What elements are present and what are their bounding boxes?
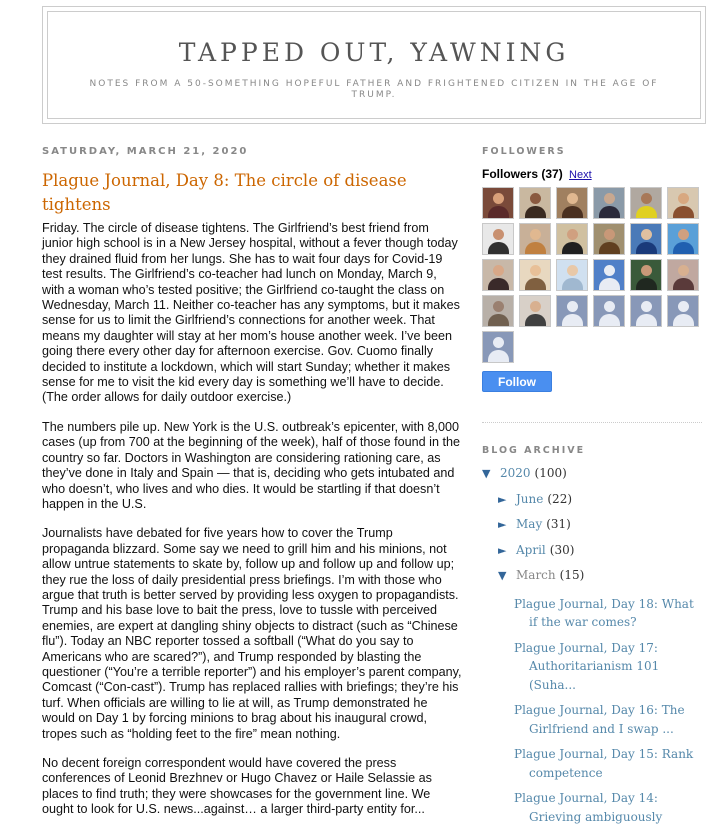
follower-avatar[interactable]: [556, 187, 588, 219]
archive-post-link[interactable]: Plague Journal, Day 18: What if the war comes?: [514, 596, 694, 629]
follower-avatar[interactable]: [519, 295, 551, 327]
post-title[interactable]: Plague Journal, Day 8: The circle of disease tightens: [42, 171, 407, 214]
archive-month-count: (22): [547, 491, 573, 506]
avatar-body-icon: [673, 206, 694, 219]
archive-month-count: (31): [546, 517, 571, 531]
follower-avatar[interactable]: [593, 187, 625, 219]
follower-avatar[interactable]: [667, 223, 699, 255]
archive-year-2020: [482, 466, 704, 492]
expand-triangle-icon[interactable]: ►: [498, 518, 507, 531]
avatar-body-icon: [488, 206, 509, 219]
follower-avatar[interactable]: [519, 223, 551, 255]
avatar-head-icon: [678, 265, 689, 276]
avatar-body-icon: [636, 242, 657, 255]
avatar-head-icon: [493, 193, 504, 204]
avatar-head-icon: [604, 193, 615, 204]
archive-months: [498, 492, 704, 594]
followers-label: Followers (37): [482, 167, 563, 181]
archive-post-link[interactable]: Plague Journal, Day 14: Grieving ambiguously: [514, 791, 663, 824]
collapse-triangle-icon[interactable]: ▼: [482, 467, 491, 480]
avatar-body-icon: [673, 314, 694, 327]
archive-month-link[interactable]: June: [516, 491, 544, 506]
follower-avatar[interactable]: [482, 295, 514, 327]
blog-title[interactable]: TAPPED OUT, YAWNING: [178, 38, 570, 67]
avatar-head-icon: [604, 229, 615, 240]
main-column: [42, 146, 462, 832]
follower-avatar[interactable]: [630, 295, 662, 327]
follower-avatar[interactable]: [630, 223, 662, 255]
avatar-head-icon: [641, 301, 652, 312]
avatar-body-icon: [525, 278, 546, 291]
follow-button[interactable]: Follow: [482, 371, 552, 392]
avatar-head-icon: [641, 193, 652, 204]
avatar-body-icon: [599, 314, 620, 327]
avatar-head-icon: [604, 301, 615, 312]
post-paragraph: The numbers pile up. New York is the U.S. outbreak’s epicenter, with 8,000 cases (up from 700 at the beginning of the week), half of those found in the country so far. Doctors in Washington are considering rationing care, as they’ve done in Italy and Spain — that is, deciding who gets intubated and who doesn’t, who lives and who dies. It would be startling if that doesn’t happen in the U.S.: [42, 419, 460, 511]
archive-post-list: [514, 595, 704, 827]
archive-heading: BLOG ARCHIVE: [482, 445, 586, 456]
follower-avatar[interactable]: [556, 259, 588, 291]
followers-grid: [482, 187, 672, 363]
avatar-head-icon: [493, 337, 504, 348]
post-paragraph: No decent foreign correspondent would have covered the press conferences of Leonid Brezhnev or Hugo Chavez or Haile Selassie as places to find truth; they were showcases for the government line. We ought to look for U.S. news...against… a larger third-party entity for...: [42, 756, 432, 817]
avatar-body-icon: [673, 278, 694, 291]
blog-description: NOTES FROM A 50-SOMETHING HOPEFUL FATHER AND FRIGHTENED CITIZEN IN THE AGE OF TRUMP.: [89, 79, 659, 100]
follower-avatar[interactable]: [482, 259, 514, 291]
post-date: SATURDAY, MARCH 21, 2020: [42, 146, 249, 157]
avatar-head-icon: [493, 229, 504, 240]
followers-count: [482, 167, 704, 181]
avatar-head-icon: [567, 265, 578, 276]
avatar-head-icon: [530, 229, 541, 240]
follower-avatar[interactable]: [482, 331, 514, 363]
post-paragraph: Journalists have debated for five years how to cover the Trump propaganda blizzard. Some say we need to grill him and his minions, not allow untrue statements to skate by, follow up and follow up and follow up; they rue the loss of daily presidential press briefings. I’m with those who argue that truth is better served by providing less oxygen to propagandists. Trump and his base love to bait the press, love to tussle with perceived enemies, are expert at dangling shiny objects to distract (such as “Chinese flu”). Today an NBC reporter tossed a softball (“What do you say to Americans who are scared?”), and Trump responded by blasting the questioner (“You’re a terrible reporter”) and his employer’s parent company, Comcast (“Con-cast”). Trump has replaced rallies with briefings; they’re his turf. When officials are willing to lie at will, as Trump demonstrated he would on Day 1 by forcing minions to brag about his inaugural crowd, tropes such as “holding feet to the fire” mean nothing.: [42, 526, 462, 741]
post-body: [42, 221, 462, 818]
followers-next-link[interactable]: Next: [569, 169, 592, 181]
blog-header: [42, 6, 706, 124]
follower-avatar[interactable]: [482, 223, 514, 255]
blog-archive: [482, 466, 704, 826]
archive-post-link[interactable]: Plague Journal, Day 15: Rank competence: [514, 747, 694, 780]
follower-avatar[interactable]: [630, 259, 662, 291]
avatar-head-icon: [530, 301, 541, 312]
avatar-head-icon: [493, 265, 504, 276]
archive-month-link[interactable]: April: [516, 542, 546, 557]
avatar-head-icon: [641, 265, 652, 276]
archive-year-count: (100): [534, 466, 567, 480]
sidebar-divider: [482, 422, 702, 423]
archive-month-link[interactable]: May: [516, 517, 543, 531]
archive-year-link[interactable]: 2020: [500, 466, 531, 480]
post-paragraph: Friday. The circle of disease tightens. The Girlfriend’s best friend from junior high school is in a New Jersey hospital, without a fever though today they drained fluid from her lungs. She has to wait four days for Covid-19 test results. The Girlfriend’s co-teacher had lunch on Monday, March 9, with a woman who’s tested positive; the Girlfriend co-taught the class on Wednesday, March 11. Neither co-teacher has any symptoms, but it makes sense for us to limit the Girlfriend’s connections for another week. That means my daughter will stay at her mom’s house another week. I’ve been going there every other day for afternoon exercise. Gov. Cuomo finally decided to institute a lockdown, which will start Sunday; whether it makes sense for me to visit the kid every day is something we’ll have to decide. (The order allows for daily outdoor exercise.): [42, 221, 460, 405]
follower-avatar[interactable]: [667, 259, 699, 291]
sidebar: [482, 146, 704, 833]
follower-avatar[interactable]: [519, 259, 551, 291]
avatar-body-icon: [562, 206, 583, 219]
archive-month-link[interactable]: March: [516, 568, 556, 582]
avatar-body-icon: [636, 314, 657, 327]
archive-month-april: [498, 543, 704, 569]
avatar-head-icon: [567, 193, 578, 204]
avatar-body-icon: [599, 206, 620, 219]
avatar-body-icon: [488, 242, 509, 255]
follower-avatar[interactable]: [593, 223, 625, 255]
follower-avatar[interactable]: [482, 187, 514, 219]
follower-avatar[interactable]: [630, 187, 662, 219]
avatar-body-icon: [636, 206, 657, 219]
follower-avatar[interactable]: [593, 259, 625, 291]
avatar-body-icon: [562, 242, 583, 255]
avatar-head-icon: [567, 229, 578, 240]
archive-month-count: (30): [549, 542, 575, 557]
collapse-triangle-icon[interactable]: ▼: [498, 569, 507, 582]
follower-avatar[interactable]: [556, 295, 588, 327]
avatar-body-icon: [562, 278, 583, 291]
avatar-head-icon: [678, 301, 689, 312]
avatar-body-icon: [525, 206, 546, 219]
avatar-head-icon: [567, 301, 578, 312]
follower-avatar[interactable]: [519, 187, 551, 219]
followers-heading: FOLLOWERS: [482, 146, 566, 157]
avatar-body-icon: [599, 278, 620, 291]
avatar-head-icon: [530, 265, 541, 276]
follower-avatar[interactable]: [556, 223, 588, 255]
follower-avatar[interactable]: [593, 295, 625, 327]
archive-post-link[interactable]: Plague Journal, Day 17: Authoritarianism 101 (Suha...: [514, 640, 660, 692]
follower-avatar[interactable]: [667, 295, 699, 327]
avatar-body-icon: [525, 314, 546, 327]
follower-avatar[interactable]: [667, 187, 699, 219]
archive-month-count: (15): [559, 568, 585, 582]
archive-month-march: [498, 568, 704, 594]
avatar-head-icon: [604, 265, 615, 276]
avatar-head-icon: [493, 301, 504, 312]
avatar-body-icon: [599, 242, 620, 255]
avatar-body-icon: [673, 242, 694, 255]
archive-month-june: [498, 492, 704, 518]
avatar-body-icon: [525, 242, 546, 255]
avatar-head-icon: [530, 193, 541, 204]
avatar-body-icon: [488, 278, 509, 291]
avatar-head-icon: [678, 193, 689, 204]
blog-header-inner: [47, 11, 701, 119]
avatar-head-icon: [641, 229, 652, 240]
avatar-head-icon: [678, 229, 689, 240]
archive-month-may: [498, 517, 704, 543]
expand-triangle-icon[interactable]: ►: [498, 492, 507, 506]
expand-triangle-icon[interactable]: ►: [498, 543, 507, 557]
avatar-body-icon: [488, 314, 509, 327]
avatar-body-icon: [488, 350, 509, 363]
avatar-body-icon: [562, 314, 583, 327]
avatar-body-icon: [636, 278, 657, 291]
archive-post-link[interactable]: Plague Journal, Day 16: The Girlfriend and I swap ...: [514, 703, 685, 736]
